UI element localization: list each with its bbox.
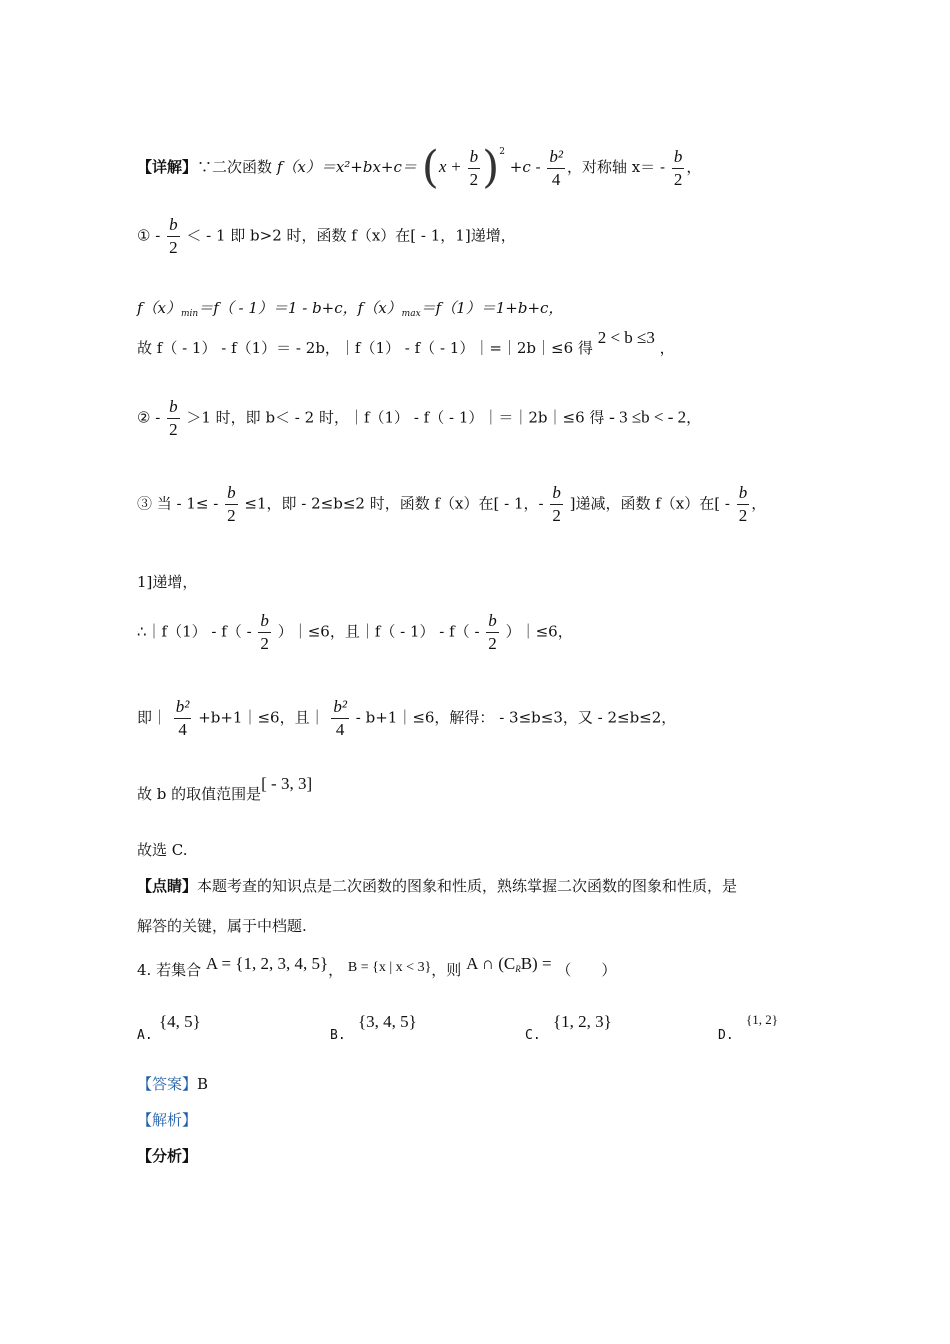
comment-line-2: 解答的关键，属于中档题. <box>137 917 307 935</box>
case-1-line: ① - $\frac{b}{2}$ ＜ - 1 即 b>2 时，函数 f（x）在[ - 1，1]递增， <box>137 215 516 257</box>
analysis-heading: 【解析】 <box>137 1111 198 1129</box>
case-3-line: ③ 当 - 1≤ - $\frac{b}{2}$ ≤1，即 - 2≤b≤2 时，函数 f（x）在[ - 1，- $\frac{b}{2}$ ]递减，函数 f（x）在[ - $\frac{b}{2}$ ， <box>137 483 767 525</box>
fraction-b-over-2: $\frac{b}{2}$ <box>738 483 748 525</box>
detail-line-1: 【详解】∵二次函数 f（x）＝x²+bx+c＝ (x + $\frac{b}{2}$ )$^2$ +c - $\frac{\text{b²}}{4}$ ，对称轴 x＝ - $\frac{b}{2}$ ， <box>137 142 702 193</box>
case-1-result-line: 故 f（ - 1） - f（1）＝ - 2b，｜f（1） - f（ - 1）｜=｜2b｜≤6 得 2 < b ≤3 ， <box>137 328 675 357</box>
fraction-b2-over-4: $\frac{\text{b²}}{4}$ <box>333 697 347 739</box>
answer-value: B <box>197 1075 209 1093</box>
comment-line: 【点睛】本题考查的知识点是二次函数的图象和性质，熟练掌握二次函数的图象和性质，是 <box>137 877 738 895</box>
fraction-b-over-2: $\frac{b}{2}$ <box>169 397 178 439</box>
fraction-b-over-2: $\frac{b}{2}$ <box>673 146 683 189</box>
fraction-b-over-2: $\frac{b}{2}$ <box>488 611 497 653</box>
answer-line <box>137 1074 208 1094</box>
range-line: 故 b 的取值范围是[ - 3, 3] <box>137 774 313 803</box>
fraction-b-over-2: $\frac{b}{2}$ <box>552 483 561 525</box>
fraction-b2-over-4: $\frac{\text{b²}}{4}$ <box>175 697 190 739</box>
analysis-line <box>137 1110 197 1130</box>
choose-line: 故选 C. <box>137 841 188 859</box>
fraction-b2-over-4: $\frac{\text{b²}}{4}$ <box>549 146 563 189</box>
solve-line: 即｜ $\frac{\text{b²}}{4}$ +b+1｜≤6，且｜ $\frac{\text{b²}}{4}$ - b+1｜≤6，解得： - 3≤b≤3，又 - 2≤b≤2， <box>137 697 677 739</box>
case-3-continuation: 1]递增， <box>137 573 198 591</box>
min-max-line: $f(x)_{min}=f( - 1)=1 - b+c$，$f(x)_{max}=f(1)=1+b+c$， <box>137 299 564 319</box>
therefore-line: ∴｜f（1） - f（ - $\frac{b}{2}$ ）｜≤6，且｜f（ - 1） - f（ - $\frac{b}{2}$ ）｜≤6， <box>137 611 573 653</box>
fraction-b-over-2: $\frac{b}{2}$ <box>227 483 236 525</box>
fraction-b-over-2: $\frac{b}{2}$ <box>469 146 479 189</box>
detail-heading: 【详解】 <box>137 158 198 176</box>
question-4: 4. 若集合 A = {1, 2, 3, 4, 5}， B = {x | x < 3}，则 A ∩ $(C_RB)$ = （ ） <box>137 954 617 979</box>
fraction-b-over-2: $\frac{b}{2}$ <box>169 215 178 257</box>
fenxi-line <box>137 1146 197 1166</box>
case-2-line: ② - $\frac{b}{2}$ ＞1 时，即 b＜ - 2 时，｜f（1） - f（ - 1）｜＝｜2b｜≤6 得 - 3 ≤b < - 2， <box>137 397 702 439</box>
answer-heading: 【答案】 <box>137 1075 198 1093</box>
fraction-b-over-2: $\frac{b}{2}$ <box>260 611 269 653</box>
fenxi-heading: 【分析】 <box>137 1147 198 1165</box>
comment-heading: 【点睛】 <box>137 877 198 895</box>
